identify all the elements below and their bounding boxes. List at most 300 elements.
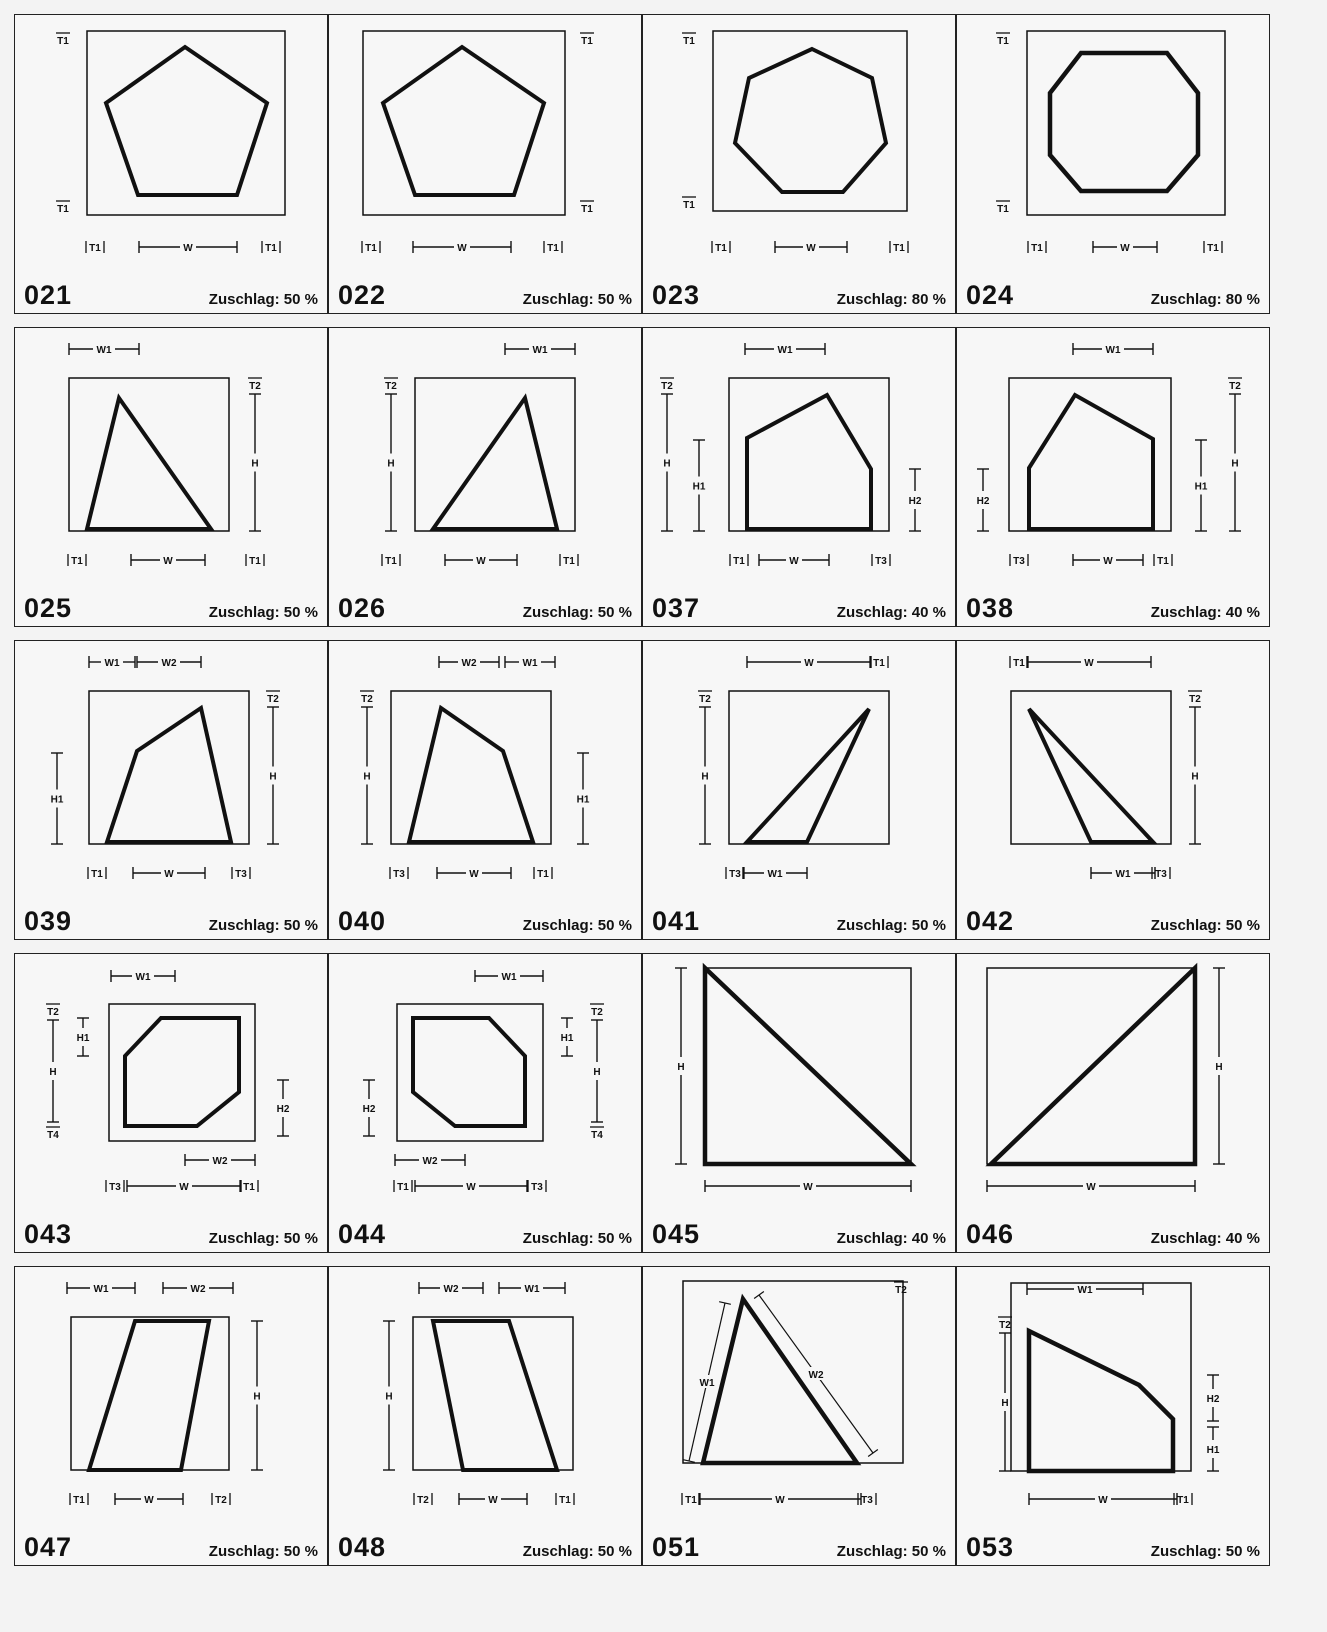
svg-text:H2: H2 (1206, 1394, 1220, 1405)
surcharge-text (837, 291, 946, 308)
svg-text:H: H (701, 771, 709, 783)
surcharge-label: Zuschlag: (522, 1543, 594, 1560)
thickness-label-t1 (682, 1493, 700, 1506)
surcharge-label: Zuschlag: (522, 604, 594, 621)
thickness-label-t1 (712, 241, 730, 254)
bounding-box (729, 378, 889, 531)
thickness-label-t1 (890, 241, 908, 254)
shape-card-037[interactable] (642, 327, 956, 627)
thickness-label-t1 (70, 1493, 88, 1506)
dimension-w (437, 867, 511, 880)
thickness-label-t3 (106, 1180, 124, 1193)
surcharge-text (523, 291, 632, 308)
bounding-box (87, 31, 285, 215)
svg-text:T3: T3 (1013, 556, 1025, 567)
shape-diagram (957, 15, 1270, 314)
surcharge-value: 50 % (597, 917, 632, 934)
surcharge-label: Zuschlag: (1150, 291, 1222, 308)
shape-outline-octagon (1050, 53, 1198, 191)
svg-text:W1: W1 (1077, 1285, 1093, 1296)
shape-diagram (329, 954, 642, 1253)
shape-diagram (15, 1267, 328, 1566)
dimension-h2 (363, 1080, 376, 1136)
shape-diagram (329, 15, 642, 314)
bounding-box (1009, 378, 1171, 531)
shape-card-044[interactable] (328, 953, 642, 1253)
svg-text:H: H (677, 1062, 685, 1073)
svg-text:W: W (789, 556, 799, 567)
svg-text:T2: T2 (385, 381, 397, 392)
dimension-w1 (111, 970, 175, 983)
dimension-w (459, 1493, 527, 1506)
thickness-label-t3 (1010, 554, 1028, 567)
svg-text:W: W (469, 869, 479, 880)
thickness-label-t1 (1010, 656, 1028, 669)
dimension-w (139, 241, 237, 254)
dimension-w2 (163, 1282, 233, 1295)
shape-code: 046 (966, 1219, 1015, 1249)
shape-outline-hexagon (125, 1018, 239, 1126)
svg-text:T1: T1 (91, 869, 103, 880)
dimension-h (383, 1321, 395, 1470)
thickness-label-t1 (88, 867, 106, 880)
shape-card-051[interactable] (642, 1266, 956, 1566)
svg-text:W2: W2 (461, 658, 477, 669)
dimension-w (1093, 241, 1157, 254)
svg-text:T2: T2 (699, 694, 711, 705)
thickness-label-t2 (414, 1493, 432, 1506)
surcharge-value: 80 % (911, 291, 946, 308)
svg-text:T3: T3 (875, 556, 887, 567)
svg-text:T2: T2 (1189, 694, 1201, 705)
surcharge-label: Zuschlag: (836, 1543, 908, 1560)
shape-outline-triangle (747, 709, 869, 842)
svg-text:T1: T1 (1207, 243, 1219, 254)
svg-text:H2: H2 (908, 496, 922, 507)
surcharge-value: 50 % (597, 1543, 632, 1560)
thickness-label-t1 (534, 867, 552, 880)
thickness-label-t2 (660, 378, 674, 392)
svg-text:T1: T1 (89, 243, 101, 254)
dimension-h (675, 968, 687, 1164)
shape-diagram (329, 641, 642, 940)
dimension-h1 (51, 753, 64, 844)
svg-text:H1: H1 (1206, 1445, 1220, 1456)
svg-text:H1: H1 (76, 1033, 90, 1044)
shape-diagram (329, 328, 642, 627)
dimension-w1 (67, 1282, 135, 1295)
shape-outline-parallelogram (89, 1321, 209, 1470)
surcharge-label: Zuschlag: (208, 1230, 280, 1247)
surcharge-label: Zuschlag: (1150, 604, 1222, 621)
shape-card-045[interactable] (642, 953, 956, 1253)
thickness-label-t1 (556, 1493, 574, 1506)
thickness-label-t2 (360, 691, 374, 705)
svg-text:T1: T1 (365, 243, 377, 254)
surcharge-text (837, 917, 946, 934)
shape-card-040[interactable] (328, 640, 642, 940)
shape-diagram (643, 954, 956, 1253)
dimension-h (1229, 394, 1241, 531)
shape-outline-heptagon (735, 49, 886, 192)
svg-text:W1: W1 (501, 972, 517, 983)
thickness-label-t1 (56, 201, 70, 215)
thickness-label-t3 (726, 867, 744, 880)
svg-text:H: H (253, 1391, 261, 1403)
surcharge-label: Zuschlag: (208, 917, 280, 934)
dimension-h1 (1207, 1427, 1220, 1471)
shape-card-041[interactable] (642, 640, 956, 940)
thickness-label-t3 (390, 867, 408, 880)
thickness-label-t1 (682, 33, 696, 47)
thickness-label-t1 (262, 241, 280, 254)
svg-text:T3: T3 (109, 1182, 121, 1193)
surcharge-label: Zuschlag: (836, 917, 908, 934)
svg-text:T2: T2 (215, 1495, 227, 1506)
svg-text:T1: T1 (57, 36, 69, 47)
shape-card-042[interactable] (956, 640, 1270, 940)
surcharge-value: 50 % (283, 917, 318, 934)
thickness-label-t2 (212, 1493, 230, 1506)
svg-text:H: H (269, 771, 277, 783)
svg-text:T1: T1 (873, 658, 885, 669)
svg-text:T3: T3 (1155, 869, 1167, 880)
dimension-h (999, 1333, 1011, 1471)
svg-text:T1: T1 (57, 204, 69, 215)
surcharge-label: Zuschlag: (522, 291, 594, 308)
svg-text:T3: T3 (235, 869, 247, 880)
shape-card-043[interactable] (14, 953, 328, 1253)
thickness-label-t1 (1028, 241, 1046, 254)
shape-diagram (957, 1267, 1270, 1566)
thickness-label-t1 (544, 241, 562, 254)
svg-text:W: W (1084, 658, 1094, 669)
shape-diagram (15, 15, 328, 314)
svg-text:T3: T3 (393, 869, 405, 880)
svg-text:T1: T1 (71, 556, 83, 567)
svg-text:H: H (593, 1067, 601, 1078)
svg-text:H2: H2 (362, 1104, 376, 1115)
svg-text:W: W (163, 556, 173, 567)
shape-code: 039 (24, 906, 73, 936)
shape-code: 024 (966, 280, 1015, 310)
shape-diagram (957, 328, 1270, 627)
svg-text:H1: H1 (692, 481, 706, 493)
bounding-box (1027, 31, 1225, 215)
dimension-h1 (77, 1018, 90, 1056)
shape-card-048[interactable] (328, 1266, 642, 1566)
shape-card-046[interactable] (956, 953, 1270, 1253)
bounding-box (363, 31, 565, 215)
surcharge-value: 50 % (911, 917, 946, 934)
svg-text:T1: T1 (1031, 243, 1043, 254)
svg-text:T1: T1 (893, 243, 905, 254)
dimension-h (1189, 707, 1201, 844)
surcharge-value: 50 % (283, 1543, 318, 1560)
svg-text:T1: T1 (563, 556, 575, 567)
svg-text:T1: T1 (1013, 658, 1025, 669)
dimension-h1 (561, 1018, 574, 1056)
shape-card-038[interactable] (956, 327, 1270, 627)
svg-text:T1: T1 (997, 204, 1009, 215)
svg-text:T1: T1 (715, 243, 727, 254)
svg-text:H1: H1 (1194, 481, 1208, 493)
thickness-label-t1 (1204, 241, 1222, 254)
shape-card-053[interactable] (956, 1266, 1270, 1566)
dimension-w1 (1073, 343, 1153, 356)
thickness-label-t2 (998, 1317, 1012, 1331)
surcharge-value: 50 % (283, 604, 318, 621)
dimension-h1 (577, 753, 590, 844)
svg-text:W: W (144, 1495, 154, 1506)
surcharge-label: Zuschlag: (1150, 1543, 1222, 1560)
surcharge-text (209, 1230, 318, 1247)
dimension-w2 (137, 656, 201, 669)
surcharge-label: Zuschlag: (836, 604, 908, 621)
svg-text:T1: T1 (243, 1182, 255, 1193)
surcharge-value: 50 % (1225, 917, 1260, 934)
svg-text:W1: W1 (135, 972, 151, 983)
svg-text:W: W (775, 1495, 785, 1506)
svg-text:T2: T2 (417, 1495, 429, 1506)
shape-code: 044 (338, 1219, 387, 1249)
thickness-label-t1 (730, 554, 748, 567)
svg-text:T1: T1 (559, 1495, 571, 1506)
svg-text:W: W (1086, 1182, 1096, 1193)
svg-text:H1: H1 (50, 794, 64, 806)
svg-text:T4: T4 (591, 1130, 603, 1141)
dimension-w (747, 656, 871, 669)
svg-text:W: W (164, 869, 174, 880)
dimension-h (267, 707, 279, 844)
svg-text:W: W (803, 1182, 813, 1193)
shape-diagram (643, 641, 956, 940)
dimension-w (1027, 656, 1151, 669)
svg-text:W: W (179, 1182, 189, 1193)
dimension-w1 (1027, 1283, 1143, 1296)
shape-outline-pentagon (106, 47, 267, 195)
surcharge-label: Zuschlag: (1150, 1230, 1222, 1247)
shape-code: 026 (338, 593, 387, 623)
svg-text:W: W (1098, 1495, 1108, 1506)
surcharge-value: 40 % (1225, 1230, 1260, 1247)
svg-text:H: H (387, 458, 395, 470)
svg-text:T2: T2 (1229, 381, 1241, 392)
thickness-label-t2 (698, 691, 712, 705)
svg-text:W1: W1 (1105, 345, 1121, 356)
svg-text:W1: W1 (522, 658, 538, 669)
svg-text:W1: W1 (93, 1284, 109, 1295)
surcharge-text (1151, 1230, 1260, 1247)
surcharge-text (837, 604, 946, 621)
svg-text:T2: T2 (249, 381, 261, 392)
shape-code: 040 (338, 906, 387, 936)
svg-text:T2: T2 (47, 1007, 59, 1018)
thickness-label-t2 (1188, 691, 1202, 705)
thickness-label-t4 (590, 1127, 604, 1141)
surcharge-label: Zuschlag: (836, 1230, 908, 1247)
shape-diagram (643, 328, 956, 627)
surcharge-label: Zuschlag: (208, 291, 280, 308)
dimension-w2 (439, 656, 499, 669)
shape-diagram (957, 641, 1270, 940)
svg-text:H: H (251, 458, 259, 470)
svg-text:T1: T1 (685, 1495, 697, 1506)
surcharge-value: 50 % (283, 1230, 318, 1247)
surcharge-value: 80 % (1225, 291, 1260, 308)
svg-text:W2: W2 (161, 658, 177, 669)
dimension-h (249, 394, 261, 531)
surcharge-text (1151, 604, 1260, 621)
svg-text:T1: T1 (581, 36, 593, 47)
svg-text:T2: T2 (661, 381, 673, 392)
svg-text:T1: T1 (997, 36, 1009, 47)
svg-text:T2: T2 (267, 694, 279, 705)
dimension-h (47, 1020, 59, 1122)
shape-code: 043 (24, 1219, 73, 1249)
svg-text:T3: T3 (729, 869, 741, 880)
thickness-label-t2 (46, 1004, 60, 1018)
svg-text:T1: T1 (249, 556, 261, 567)
surcharge-label: Zuschlag: (522, 917, 594, 934)
dimension-h (699, 707, 711, 844)
dimension-w1 (743, 867, 807, 880)
svg-text:T1: T1 (397, 1182, 409, 1193)
dimension-w2 (754, 1291, 878, 1456)
svg-text:W1: W1 (777, 345, 793, 356)
svg-text:W2: W2 (212, 1156, 228, 1167)
dimension-w1 (505, 656, 555, 669)
dimension-h1 (693, 440, 706, 531)
shape-outline-triangle (433, 398, 557, 529)
shape-code: 048 (338, 1532, 387, 1562)
svg-text:H: H (1001, 1398, 1009, 1409)
shape-card-025[interactable] (14, 327, 328, 627)
bounding-box (109, 1004, 255, 1141)
thickness-label-t1 (682, 197, 696, 211)
dimension-h2 (909, 469, 922, 531)
svg-text:H: H (363, 771, 371, 783)
surcharge-label: Zuschlag: (208, 1543, 280, 1560)
shape-outline-pentagon (1029, 1331, 1173, 1471)
shape-card-026[interactable] (328, 327, 642, 627)
dimension-w2 (395, 1154, 465, 1167)
surcharge-value: 50 % (1225, 1543, 1260, 1560)
surcharge-text (523, 1543, 632, 1560)
shape-card-022[interactable] (328, 14, 642, 314)
svg-text:T1: T1 (1157, 556, 1169, 567)
dimension-w (987, 1180, 1195, 1193)
surcharge-text (209, 291, 318, 308)
dimension-w1 (505, 343, 575, 356)
dimension-w (115, 1493, 183, 1506)
shape-card-047[interactable] (14, 1266, 328, 1566)
svg-text:H: H (663, 458, 671, 470)
thickness-label-t4 (46, 1127, 60, 1141)
thickness-label-t3 (528, 1180, 546, 1193)
surcharge-label: Zuschlag: (836, 291, 908, 308)
shape-code: 053 (966, 1532, 1015, 1562)
svg-text:W: W (806, 243, 816, 254)
shape-outline-right-triangle (705, 968, 911, 1164)
thickness-label-t1 (382, 554, 400, 567)
svg-text:T1: T1 (733, 556, 745, 567)
svg-text:W: W (488, 1495, 498, 1506)
dimension-w (131, 554, 205, 567)
dimension-w1 (499, 1282, 565, 1295)
dimension-h (661, 394, 673, 531)
surcharge-label: Zuschlag: (208, 604, 280, 621)
shape-code: 045 (652, 1219, 701, 1249)
shape-outline-pentagon (383, 47, 544, 195)
dimension-h (1213, 968, 1225, 1164)
dimension-w (705, 1180, 911, 1193)
shape-card-039[interactable] (14, 640, 328, 940)
thickness-label-t2 (248, 378, 262, 392)
shape-diagram (15, 328, 328, 627)
surcharge-text (209, 1543, 318, 1560)
dimension-h (251, 1321, 263, 1470)
surcharge-value: 50 % (911, 1543, 946, 1560)
shape-code: 037 (652, 593, 701, 623)
svg-text:W2: W2 (808, 1370, 824, 1381)
thickness-label-t1 (580, 33, 594, 47)
svg-text:H2: H2 (976, 496, 990, 507)
thickness-label-t1 (1154, 554, 1172, 567)
shape-card-023[interactable] (642, 14, 956, 314)
shape-outline-quadrilateral (409, 708, 533, 842)
dimension-w (775, 241, 847, 254)
surcharge-text (837, 1543, 946, 1560)
svg-text:W2: W2 (190, 1284, 206, 1295)
shape-card-021[interactable] (14, 14, 328, 314)
thickness-label-t3 (232, 867, 250, 880)
dimension-w2 (419, 1282, 483, 1295)
dimension-h (361, 707, 373, 844)
shape-diagram (643, 1267, 956, 1566)
shape-code: 025 (24, 593, 73, 623)
thickness-label-t1 (394, 1180, 412, 1193)
dimension-h (385, 394, 397, 531)
thickness-label-t2 (590, 1004, 604, 1018)
dimension-h2 (1207, 1375, 1220, 1421)
thickness-label-t1 (1174, 1493, 1192, 1506)
dimension-w (699, 1493, 861, 1506)
bounding-box (397, 1004, 543, 1141)
thickness-label-t1 (246, 554, 264, 567)
thickness-label-t1 (996, 201, 1010, 215)
shape-code: 021 (24, 280, 73, 310)
surcharge-text (523, 604, 632, 621)
svg-text:T1: T1 (537, 869, 549, 880)
surcharge-text (523, 1230, 632, 1247)
svg-text:W1: W1 (1115, 869, 1131, 880)
svg-text:H: H (1215, 1062, 1223, 1073)
shape-diagram (957, 954, 1270, 1253)
svg-text:T1: T1 (385, 556, 397, 567)
shape-card-024[interactable] (956, 14, 1270, 314)
surcharge-value: 40 % (1225, 604, 1260, 621)
surcharge-label: Zuschlag: (1150, 917, 1222, 934)
dimension-w1 (745, 343, 825, 356)
svg-text:T3: T3 (531, 1182, 543, 1193)
dimension-w (415, 1180, 527, 1193)
thickness-label-t1 (362, 241, 380, 254)
thickness-label-t1 (870, 656, 888, 669)
svg-text:T1: T1 (547, 243, 559, 254)
shape-outline-parallelogram (433, 1321, 557, 1470)
thickness-label-t1 (560, 554, 578, 567)
